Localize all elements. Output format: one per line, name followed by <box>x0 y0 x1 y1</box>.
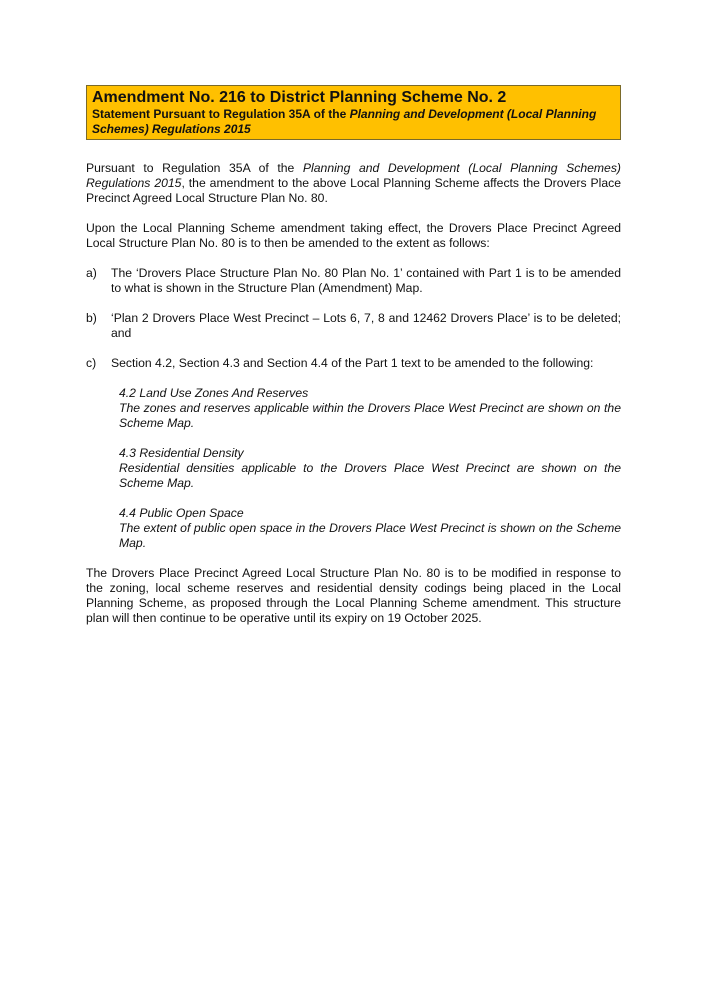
list-item <box>86 311 621 341</box>
intro-italic: Planning and Development (Local Planning Schemes) Regulations 2015 <box>86 161 621 190</box>
list-item-text: Section 4.2, Section 4.3 and Section 4.4 of the Part 1 text to be amended to the following: <box>111 356 594 370</box>
list-item-label: c) <box>86 356 97 370</box>
document-subtitle <box>92 107 615 137</box>
document-page <box>86 85 621 626</box>
section-heading: 4.4 Public Open Space <box>119 506 244 520</box>
list-item <box>86 266 621 296</box>
list-item-label: a) <box>86 266 97 280</box>
section-body: Residential densities applicable to the Drovers Place West Precinct are shown on the Scheme Map. <box>119 461 621 490</box>
subtitle-italic: Planning and Development (Local Planning Schemes) Regulations 2015 <box>92 107 597 136</box>
intro-paragraph <box>86 161 621 206</box>
section-block <box>119 506 621 551</box>
section-block <box>119 446 621 491</box>
subtitle-plain: Statement Pursuant to Regulation 35A of the <box>92 107 350 121</box>
amendment-paragraph: Upon the Local Planning Scheme amendment taking effect, the Drovers Place Precinct Agreed Local Structure Plan No. 80 is to then be amended to the extent as follows: <box>86 221 621 250</box>
amendment-list <box>86 266 621 371</box>
header-box <box>86 85 621 140</box>
intro-tail: , the amendment to the above Local Planning Scheme affects the Drovers Place Precinct Agreed Local Structure Plan No. 80. <box>86 176 621 205</box>
section-amendments <box>119 386 621 551</box>
intro-lead: Pursuant to Regulation 35A of the <box>86 161 303 175</box>
list-item-text: The ‘Drovers Place Structure Plan No. 80 Plan No. 1’ contained with Part 1 is to be amended to what is shown in the Structure Plan (Amendment) Map. <box>111 266 621 295</box>
section-body: The zones and reserves applicable within the Drovers Place West Precinct are shown on the Scheme Map. <box>119 401 621 430</box>
closing-paragraph: The Drovers Place Precinct Agreed Local Structure Plan No. 80 is to be modified in response to the zoning, local scheme reserves and residential density codings being placed in the Local Planning Scheme, as proposed through the Local Planning Scheme amendment. This structure plan will then continue to be operative until its expiry on 19 October 2025. <box>86 566 621 625</box>
document-title: Amendment No. 216 to District Planning Scheme No. 2 <box>92 89 507 106</box>
section-heading: 4.3 Residential Density <box>119 446 244 460</box>
section-body: The extent of public open space in the Drovers Place West Precinct is shown on the Scheme Map. <box>119 521 621 550</box>
section-block <box>119 386 621 431</box>
list-item-label: b) <box>86 311 97 325</box>
list-item-text: ‘Plan 2 Drovers Place West Precinct – Lots 6, 7, 8 and 12462 Drovers Place’ is to be deleted; and <box>111 311 621 340</box>
section-heading: 4.2 Land Use Zones And Reserves <box>119 386 309 400</box>
list-item <box>86 356 621 371</box>
